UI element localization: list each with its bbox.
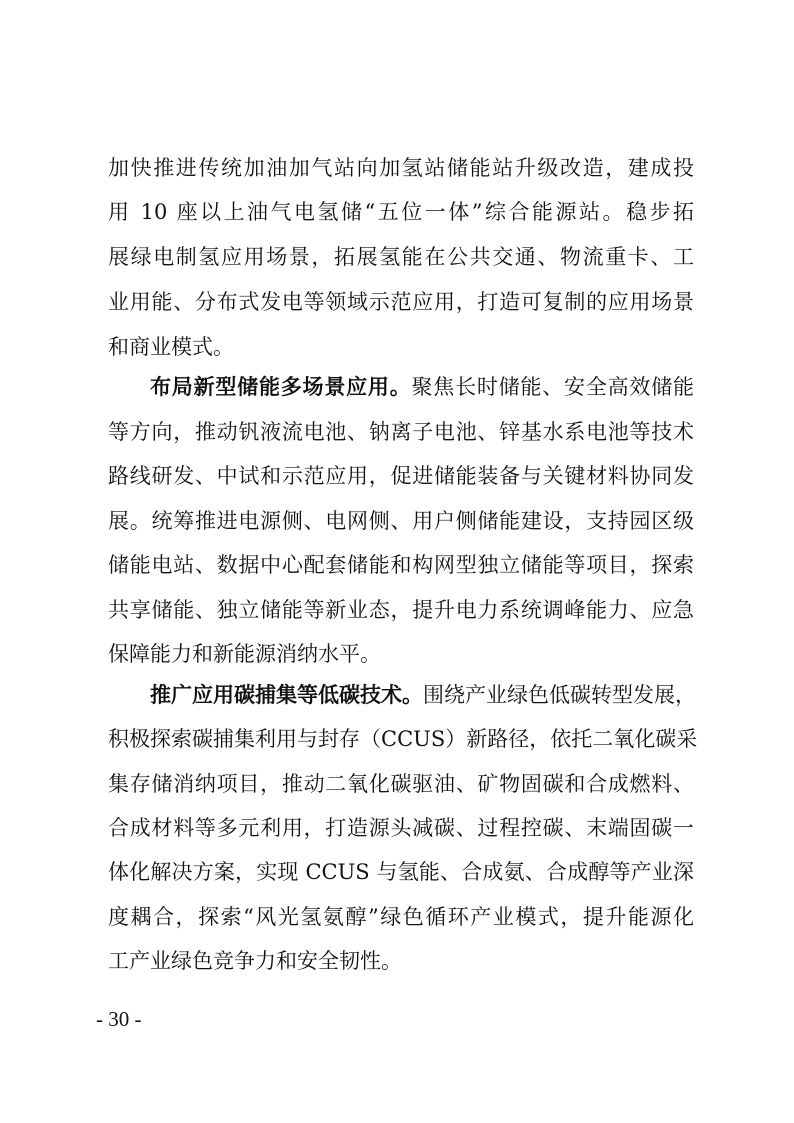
body-text-line: 和商业模式。	[108, 335, 234, 359]
body-text-line: 路线研发、中试和示范应用，促进储能装备与关键材料协同发	[108, 464, 694, 488]
page-number: - 30 -	[96, 1007, 142, 1031]
body-text-line: 等方向，推动钒液流电池、钠离子电池、锌基水系电池等技术	[108, 420, 694, 444]
body-text-line: 体化解决方案，实现 CCUS 与氢能、合成氨、合成醇等产业深	[108, 860, 694, 884]
body-text-line: 展。统筹推进电源侧、电网侧、用户侧储能建设，支持园区级	[108, 509, 694, 533]
body-text-line: 展绿电制氢应用场景，拓展氢能在公共交通、物流重卡、工	[108, 245, 694, 269]
body-text-line: 度耦合，探索“风光氢氨醇”绿色循环产业模式，提升能源化	[108, 905, 694, 929]
body-text-line: 加快推进传统加油加气站向加氢站储能站升级改造，建成投	[108, 156, 694, 180]
body-text-line: 积极探索碳捕集利用与封存（CCUS）新路径，依托二氧化碳采	[108, 727, 698, 751]
body-text-line: 业用能、分布式发电等领域示范应用，打造可复制的应用场景	[108, 290, 694, 314]
body-text-line: 用 10 座以上油气电氢储“五位一体”综合能源站。稳步拓	[108, 200, 694, 224]
section-first-line	[150, 365, 694, 409]
body-text-line: 合成材料等多元利用，打造源头减碳、过程控碳、末端固碳一	[108, 816, 694, 840]
body-text-span: 聚焦长时储能、安全高效储能	[411, 375, 694, 399]
body-text-line: 保障能力和新能源消纳水平。	[108, 642, 381, 666]
section-first-line	[150, 673, 694, 717]
section-heading: 布局新型储能多场景应用。	[150, 374, 412, 399]
body-text-line: 储能电站、数据中心配套储能和构网型独立储能等项目，探索	[108, 553, 694, 577]
section-heading: 推广应用碳捕集等低碳技术。	[150, 682, 423, 707]
body-text-line: 共享储能、独立储能等新业态，提升电力系统调峰能力、应急	[108, 598, 694, 622]
body-text-line: 工产业绿色竞争力和安全韧性。	[108, 949, 402, 973]
body-text-line: 集存储消纳项目，推动二氧化碳驱油、矿物固碳和合成燃料、	[108, 772, 694, 796]
body-text-span: 围绕产业绿色低碳转型发展，	[423, 683, 696, 707]
